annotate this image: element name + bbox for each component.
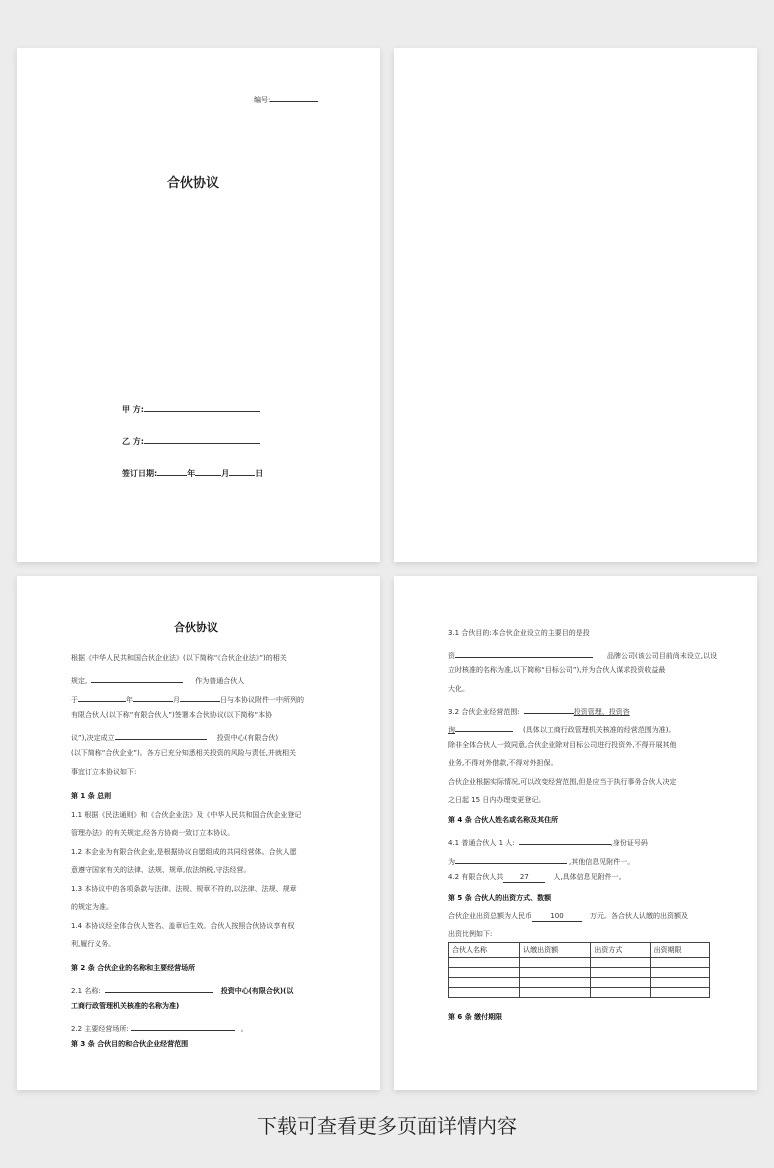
- paragraph-line: 1.4 本协议经全体合伙人签名、盖章后生效。合伙人按照合伙协议享有权: [71, 922, 295, 930]
- paragraph-line: 根据《中华人民共和国合伙企业法》(以下简称“《合伙企业法》”)的相关: [71, 654, 287, 662]
- paragraph-line: 之日起 15 日内办理变更登记。: [448, 796, 546, 804]
- cover-title: 合伙协议: [167, 176, 220, 191]
- paragraph-line: 议”),决定成立 投资中心(有限合伙): [71, 730, 278, 743]
- paragraph-line: 2.1 名称: 投资中心(有限合伙)(以: [71, 983, 293, 996]
- article-heading: 第 5 条 合伙人的出资方式、数额: [448, 894, 552, 902]
- party-b-line: 乙 方:: [122, 434, 260, 447]
- paragraph-line: 3.2 合伙企业经营范围: 投资管理、投资咨: [448, 704, 630, 717]
- paragraph-line: (以下简称“合伙企业”)。各方已充分知悉相关投资的风险与责任,并就相关: [71, 749, 296, 757]
- paragraph-line: 于 年 月 日与本协议附件一中所列的: [71, 692, 304, 705]
- sign-date-line: 签订日期: 年 月 日: [122, 466, 263, 479]
- table-header-cell: 出资期限: [650, 943, 709, 958]
- table-row: [449, 988, 710, 998]
- article-heading: 第 2 条 合伙企业的名称和主要经营场所: [71, 964, 196, 972]
- paragraph-line: 合伙企业根据实际情况,可以改变经营范围,但是应当于执行事务合伙人决定: [448, 778, 677, 786]
- paragraph-line: 立时核准的名称为准,以下简称“目标公司”),并为合伙人谋求投资收益最: [448, 666, 666, 674]
- table-row: [449, 968, 710, 978]
- paragraph-line: 事宜订立本协议如下:: [71, 768, 137, 776]
- article-heading: 第 3 条 合伙目的和合伙企业经营范围: [71, 1040, 189, 1048]
- paragraph-line: 4.1 普通合伙人 1 人: ,身份证号码: [448, 835, 648, 848]
- paragraph-line: 管理办法》的有关规定,经各方协商一致订立本协议。: [71, 829, 235, 837]
- article-heading: 第 1 条 总则: [71, 792, 112, 800]
- paragraph-line: 资 品牌公司(该公司目前尚未设立,以设: [448, 648, 717, 661]
- paragraph-line: 4.2 有限合伙人共 27 人,具体信息见附件一。: [448, 873, 626, 881]
- paragraph-line: 1.1 根据《民法通则》和《合伙企业法》及《中华人民共和国合伙企业登记: [71, 811, 302, 819]
- paragraph-line: 意遵守国家有关的法律、法规、规章,依法纳税,守法经营。: [71, 866, 251, 874]
- paragraph-line: 合伙企业出资总额为人民币 100 万元。各合伙人认缴的出资额及: [448, 912, 688, 920]
- paragraph-line: 为 ,其他信息见附件一。: [448, 854, 634, 867]
- paragraph-line: 2.2 主要经营场所: 。: [71, 1021, 248, 1034]
- party-a-line: 甲 方:: [122, 402, 260, 415]
- paragraph-line: 大化。: [448, 685, 469, 693]
- agreement-page-1: [17, 576, 380, 1090]
- paragraph-line: 业务,不得对外借款,不得对外担保。: [448, 759, 558, 767]
- agreement-page-2: [394, 576, 757, 1090]
- table-header-cell: 合伙人名称: [449, 943, 520, 958]
- agreement-title: 合伙协议: [174, 621, 218, 634]
- paragraph-line: 规定, 作为普通合伙人: [71, 673, 244, 686]
- paragraph-line: 询 (具体以工商行政管理机关核准的经营范围为准)。: [448, 722, 675, 735]
- paragraph-line: 除非全体合伙人一致同意,合伙企业除对目标公司进行投资外,不得开展其他: [448, 741, 677, 749]
- paragraph-line: 1.3 本协议中的各项条款与法律、法规、规章不符的,以法律、法规、规章: [71, 885, 297, 893]
- paragraph-line: 出资比例如下:: [448, 930, 493, 938]
- article-heading: 第 6 条 缴付期限: [448, 1013, 503, 1021]
- contribution-table: [448, 942, 710, 998]
- table-row: [449, 978, 710, 988]
- paragraph-line: 1.2 本企业为有限合伙企业,是根据协议自愿组成的共同经营体。合伙人愿: [71, 848, 297, 856]
- table-header-row: [449, 943, 710, 958]
- paragraph-line: 工商行政管理机关核准的名称为准): [71, 1002, 180, 1010]
- cover-page: [17, 48, 380, 562]
- table-row: [449, 958, 710, 968]
- paragraph-line: 的规定为准。: [71, 903, 113, 911]
- download-hint: 下载可查看更多页面详情内容: [257, 1114, 517, 1138]
- table-header-cell: 出资方式: [591, 943, 650, 958]
- blank-page: [394, 48, 757, 562]
- contract-number-label: 编号:: [254, 92, 318, 105]
- paragraph-line: 3.1 合伙目的:本合伙企业设立的主要目的是投: [448, 629, 590, 637]
- paragraph-line: 利,履行义务。: [71, 940, 116, 948]
- table-header-cell: 认缴出资额: [520, 943, 591, 958]
- paragraph-line: 有限合伙人(以下称“有限合伙人”)签署本合伙协议(以下简称“本协: [71, 711, 273, 719]
- article-heading: 第 4 条 合伙人姓名或名称及其住所: [448, 816, 559, 824]
